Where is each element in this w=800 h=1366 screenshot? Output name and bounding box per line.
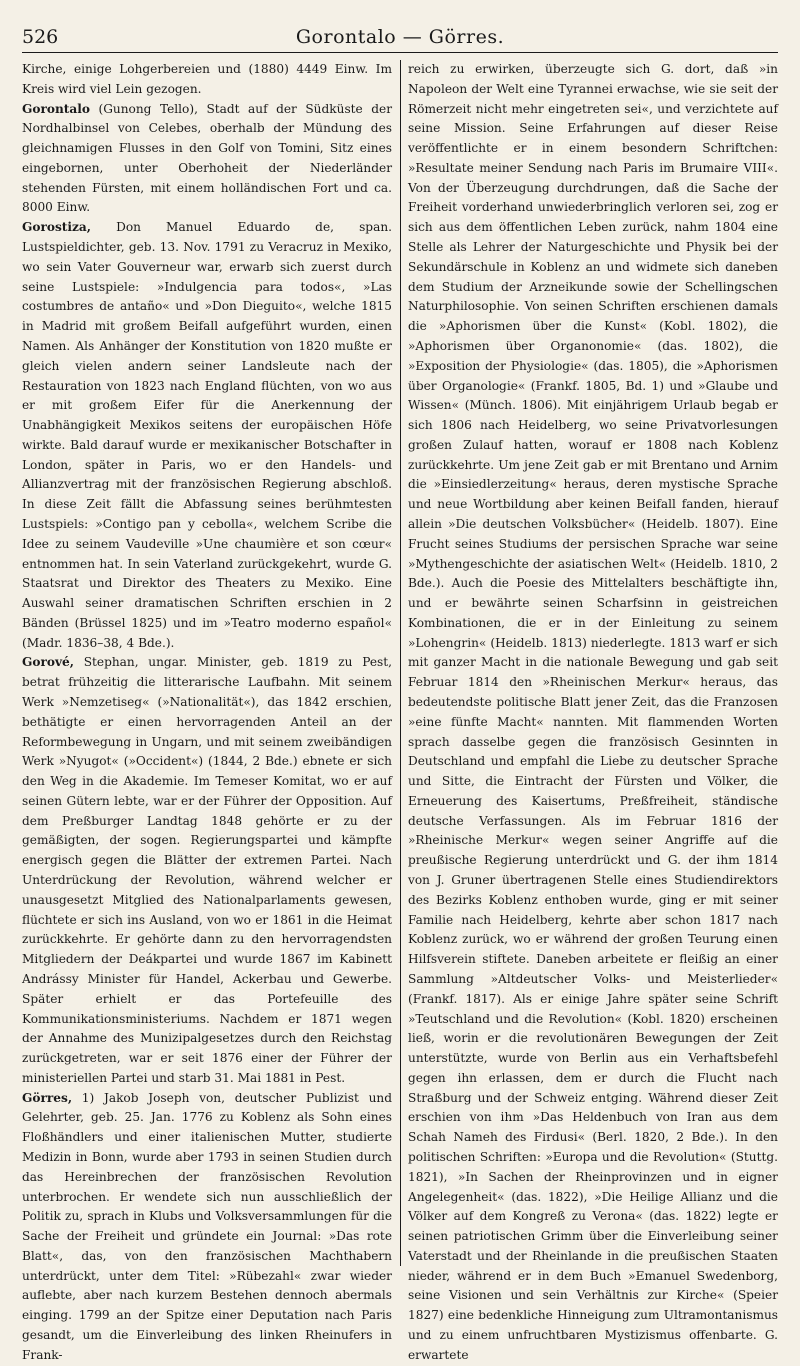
entry-gorontalo	[22, 100, 392, 219]
page-header	[22, 18, 778, 53]
entry-gorove	[22, 653, 392, 1088]
right-column	[408, 60, 778, 1362]
running-head: Gorontalo — Görres.	[295, 26, 505, 48]
left-column	[22, 60, 392, 1362]
entry-text: 1) Jakob Joseph von, deutscher Publizist und Gelehrter, geb. 25. Jan. 1776 zu Koblenz als Sohn eines Floßhändlers und einer italienischen Mutter, studierte Medizin in Bonn, wurde aber 1793 in seinen Studien durch das Hereinbrechen der französischen Revolution unterbrochen. Er wendete sich nun ausschließlich der Politik zu, sprach in Klubs und Volksversammlungen für die Sache der Freiheit und gründete ein Journal: »Das rote Blatt«, das, von den französischen Machthabern unterdrückt, unter dem Titel: »Rübezahl« zwar wieder auflebte, aber nach kurzem Bestehen dennoch abermals einging. 1799 an der Spitze einer Deputation nach Paris gesandt, um die Einverleibung des linken Rheinufers in Frank-	[22, 1090, 392, 1362]
entry-gorres	[22, 1089, 392, 1366]
entry-lemma: Gorontalo	[22, 101, 90, 116]
entry-continuation	[22, 60, 392, 100]
entry-gorres-continued	[408, 60, 778, 1366]
page-number: 526	[22, 26, 59, 48]
entry-text: reich zu erwirken, überzeugte sich G. dort, daß »in Napoleon der Welt eine Tyrannei erwachse, wie sie seit der Römerzeit nicht mehr eingetreten sei«, und verzichtete auf seine Mission. Seine Erfahrungen auf dieser Reise veröffentlichte er in einem besondern Schriftchen: »Resultate meiner Sendung nach Paris im Brumaire VIII«. Von der Überzeugung durchdrungen, daß die Sache der Freiheit vorderhand unwiederbringlich verloren sei, zog er sich aus dem öffentlichen Leben zurück, nahm 1804 eine Stelle als Lehrer der Naturgeschichte und Physik bei der Sekundärschule in Koblenz an und widmete sich daneben dem Studium der Arzneikunde sowie der Schellingschen Naturphilosophie. Von seinen Schriften erschienen damals die »Aphorismen über die Kunst« (Kobl. 1802), die »Aphorismen über Organonomie« (das. 1802), die »Exposition der Physiologie« (das. 1805), die »Aphorismen über Organologie« (Frankf. 1805, Bd. 1) und »Glaube und Wissen« (Münch. 1806). Mit einjährigem Urlaub begab er sich 1806 nach Heidelberg, wo seine Privatvorlesungen großen Zulauf hatten, worauf er 1808 nach Koblenz zurückkehrte. Um jene Zeit gab er mit Brentano und Arnim die »Einsiedlerzeitung« heraus, deren mystische Sprache und neue Wortbildung aber keinen Beifall fanden, hierauf allein »Die deutschen Volksbücher« (Heidelb. 1807). Eine Frucht seines Studiums der persischen Sprache war seine »Mythengeschichte der asiatischen Welt« (Heidelb. 1810, 2 Bde.). Auch die Poesie des Mittelalters beschäftigte ihn, und er bewährte seinen Scharfsinn in geistreichen Kombinationen, die er in der Einleitung zu seinem »Lohengrin« (Heidelb. 1813) niederlegte. 1813 warf er sich mit ganzer Macht in die nationale Bewegung und gab seit Februar 1814 den »Rheinischen Merkur« heraus, das bedeutendste politische Blatt jener Zeit, das die Franzosen »eine fünfte Macht« nannten. Mit flammenden Worten sprach dasselbe gegen die französisch Gesinnten in Deutschland und empfahl die Liebe zu deutscher Sprache und Sitte, die Eintracht der Fürsten und Völker, die Erneuerung des Kaisertums, Preßfreiheit, ständische deutsche Verfassungen. Als im Februar 1816 der »Rheinische Merkur« wegen seiner Angriffe auf die preußische Regierung unterdrückt und G. der ihm 1814 von J. Gruner übertragenen Stelle eines Studiendirektors des Bezirks Koblenz enthoben wurde, ging er mit seiner Familie nach Heidelberg, kehrte aber schon 1817 nach Koblenz zurück, wo er während der großen Teurung einen Hilfsverein stiftete. Daneben arbeitete er fleißig an einer Sammlung »Altdeutscher Volks- und Meisterlieder« (Frankf. 1817). Als er einige Jahre später seine Schrift »Teutschland und die Revolution« (Kobl. 1820) erscheinen ließ, worin er die revolutionären Bewegungen der Zeit unterstützte, wurde von Berlin aus ein Verhaftsbefehl gegen ihn erlassen, dem er durch die Flucht nach Straßburg und der Schweiz entging. Während dieser Zeit erschien von ihm »Das Heldenbuch von Iran aus dem Schah Nameh des Firdusi« (Berl. 1820, 2 Bde.). In den politischen Schriften: »Europa und die Revolution« (Stuttg. 1821), »In Sachen der Rheinprovinzen und in eigner Angelegenheit« (das. 1822), »Die Heilige Allianz und die Völker auf dem Kongreß zu Verona« (das. 1822) legte er seinen patriotischen Grimm über die Einverleibung seiner Vaterstadt und der Rheinlande in die preußischen Staaten nieder, während er in dem Buch »Emanuel Swedenborg, seine Visionen und sein Verhältnis zur Kirche« (Speier 1827) eine bedenkliche Hinneigung zum Ultramontanismus und zu einem unfruchtbaren Mystizismus offenbarte. G. erwartete	[408, 62, 778, 1362]
entry-text: (Gunong Tello), Stadt auf der Südküste der Nordhalbinsel von Celebes, oberhalb der Mündung des gleichnamigen Flusses in den Golf von Tomini, Sitz eines eingebornen, unter Oberhoheit der Niederländer stehenden Fürsten, mit einem holländischen Fort und ca. 8000 Einw.	[22, 101, 392, 215]
text-columns	[22, 60, 778, 1362]
column-divider	[400, 60, 401, 1266]
entry-lemma: Gorové,	[22, 655, 74, 670]
entry-text: Don Manuel Eduardo de, span. Lustspieldichter, geb. 13. Nov. 1791 zu Veracruz in Mexiko, wo sein Vater Gouverneur war, erwarb sich zuerst durch seine Lustspiele: »Indulgencia para todos«, »Las costumbres de antaño« und »Don Dieguito«, welche 1815 in Madrid mit großem Beifall aufgeführt wurden, einen Namen. Als Anhänger der Konstitution von 1820 mußte er gleich vielen andern seiner Landsleute nach der Restauration von 1823 nach England flüchten, von wo aus er mit großem Eifer für die Anerkennung der Unabhängigkeit Mexikos seitens der europäischen Höfe wirkte. Bald darauf wurde er mexikanischer Botschafter in London, später in Paris, wo er den Handels- und Allianzvertrag mit der französischen Regierung abschloß. In diese Zeit fällt die Abfassung seines berühmtesten Lustspiels: »Contigo pan y cebolla«, welchem Scribe die Idee zu seinem Vaudeville »Une chaumière et son cœur« entnommen hat. In sein Vaterland zurückgekehrt, wurde G. Staatsrat und Direktor des Theaters zu Mexiko. Eine Auswahl seiner dramatischen Schriften erschien in 2 Bänden (Brüssel 1825) und im »Teatro moderno español« (Madr. 1836–38, 4 Bde.).	[22, 220, 392, 650]
entry-text: Stephan, ungar. Minister, geb. 1819 zu Pest, betrat frühzeitig die litterarische Laufbahn. Mit seinem Werk »Nemzetiseg« (»Nationalität«), das 1842 erschien, bethätigte er einen hervorragenden Anteil an der Reformbewegung in Ungarn, und mit seinem zweibändigen Werk »Nyugot« (»Occident«) (1844, 2 Bde.) ebnete er sich den Weg in die Akademie. Im Temeser Komitat, wo er auf seinen Gütern lebte, war er der Führer der Opposition. Auf dem Preßburger Landtag 1848 gehörte er zu der gemäßigten, der sogen. Regierungspartei und kämpfte energisch gegen die Blätter der extremen Partei. Nach Unterdrückung der Revolution, während welcher er unausgesetzt Mitglied des Nationalparlaments gewesen, flüchtete er sich ins Ausland, von wo er 1861 in die Heimat zurückkehrte. Er gehörte dann zu den hervorragendsten Mitgliedern der Deákpartei und wurde 1867 im Kabinett Andrássy Minister für Handel, Ackerbau und Gewerbe. Später erhielt er das Portefeuille des Kommunikationsministeriums. Nachdem er 1871 wegen der Annahme des Munizipalgesetzes durch den Reichstag zurückgetreten, war er seit 1876 einer der Führer der ministeriellen Partei und starb 31. Mai 1881 in Pest.	[22, 655, 392, 1085]
entry-lemma: Görres,	[22, 1090, 73, 1105]
entry-gorostiza	[22, 218, 392, 653]
entry-text: Kirche, einige Lohgerbereien und (1880) 4449 Einw. Im Kreis wird viel Lein gezogen.	[22, 62, 392, 96]
entry-lemma: Gorostiza,	[22, 220, 92, 235]
